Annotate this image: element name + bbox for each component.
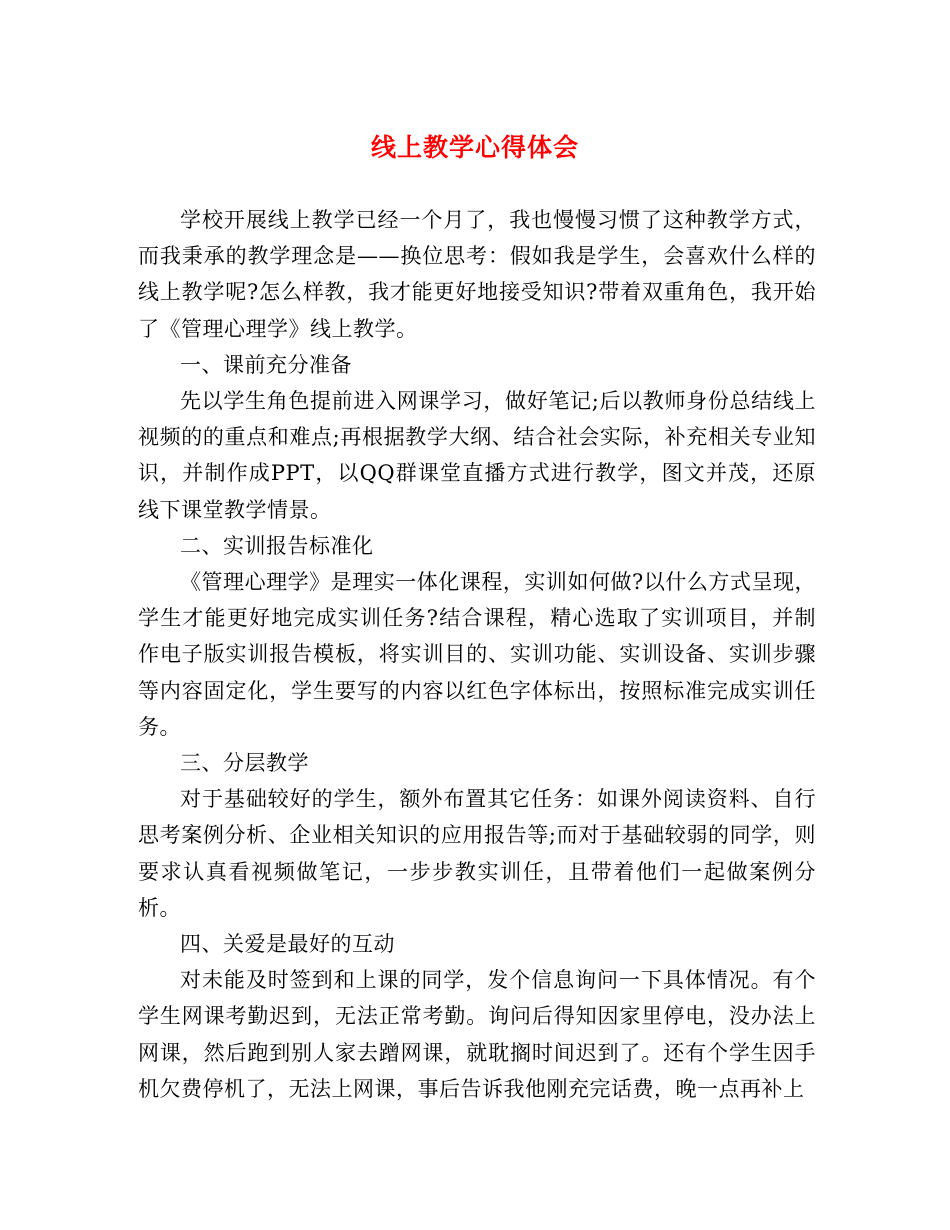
intro-paragraph: 学校开展线上教学已经一个月了，我也慢慢习惯了这种教学方式，而我秉承的教学理念是——换位思考：假如我是学生，会喜欢什么样的线上教学呢?怎么样教，我才能更好地接受知识?带着双重角色，我开始了《管理心理学》线上教学。	[138, 208, 816, 341]
document-title: 线上教学心得体会	[370, 133, 579, 162]
section-heading-1: 一、课前充分准备	[180, 352, 352, 377]
section-paragraph-1: 先以学生角色提前进入网课学习，做好笔记;后以教师身份总结线上视频的的重点和难点;再根据教学大纲、结合社会实际，补充相关专业知识，并制作成PPT，以QQ群课堂直播方式进行教学，图文并茂，还原线下课堂教学情景。	[138, 389, 816, 522]
section-heading-3: 三、分层教学	[180, 751, 309, 776]
document-body	[138, 202, 816, 1107]
section-paragraph-2: 《管理心理学》是理实一体化课程，实训如何做?以什么方式呈现，学生才能更好地完成实训任务?结合课程，精心选取了实训项目，并制作电子版实训报告模板，将实训目的、实训功能、实训设备、实训步骤等内容固定化，学生要写的内容以红色字体标出，按照标准完成实训任务。	[138, 570, 816, 739]
section-heading-2: 二、实训报告标准化	[180, 533, 374, 558]
section-paragraph-3: 对于基础较好的学生，额外布置其它任务：如课外阅读资料、自行思考案例分析、企业相关知识的应用报告等;而对于基础较弱的同学，则要求认真看视频做笔记，一步步教实训任，且带着他们一起做案例分析。	[138, 787, 816, 920]
section-paragraph-4: 对未能及时签到和上课的同学，发个信息询问一下具体情况。有个学生网课考勤迟到，无法正常考勤。询问后得知因家里停电，没办法上网课，然后跑到别人家去蹭网课，就耽搁时间迟到了。还有个学生因手机欠费停机了，无法上网课，事后告诉我他刚充完话费，晚一点再补上	[138, 968, 816, 1101]
section-heading-4: 四、关爱是最好的互动	[180, 932, 395, 957]
